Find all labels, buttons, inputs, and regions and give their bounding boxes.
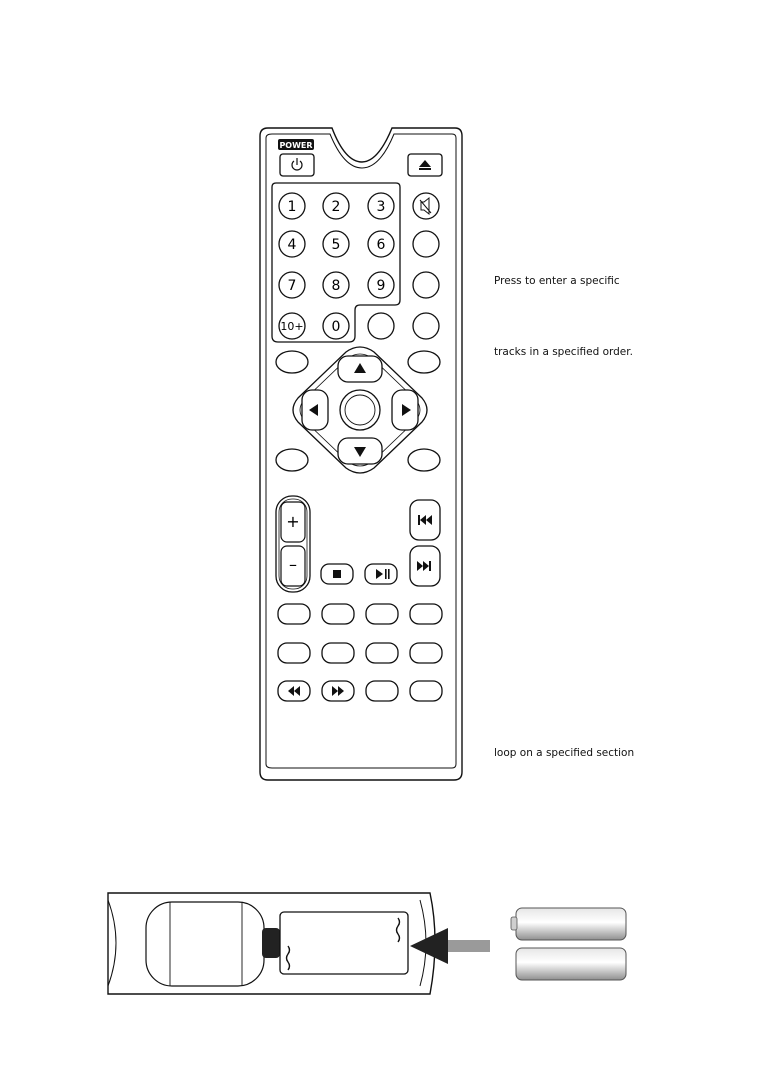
skip-previous-button[interactable]	[410, 500, 440, 540]
number-key-label: 3	[376, 199, 386, 215]
number-key-label: 6	[376, 237, 386, 253]
number-key-label: 2	[331, 199, 341, 215]
volume-up-label: +	[286, 512, 300, 531]
dpad-left-button[interactable]	[302, 390, 328, 430]
dpad-up-button[interactable]	[338, 356, 382, 382]
function-key[interactable]	[322, 643, 354, 663]
volume-rocker	[276, 496, 310, 592]
number-key-9[interactable]	[368, 272, 394, 298]
dpad-down-button[interactable]	[338, 438, 382, 464]
battery-slot	[280, 912, 408, 974]
round-key-mid[interactable]	[368, 313, 394, 339]
aaa-battery-bottom	[516, 948, 626, 980]
number-key-5[interactable]	[323, 231, 349, 257]
skip-next-button[interactable]	[410, 546, 440, 586]
function-key[interactable]	[410, 681, 442, 701]
function-key[interactable]	[322, 604, 354, 624]
number-key-0[interactable]	[323, 313, 349, 339]
number-key-2[interactable]	[323, 193, 349, 219]
eject-button[interactable]	[408, 154, 442, 176]
volume-down-button[interactable]	[281, 546, 305, 586]
number-key-label: 10+	[280, 320, 304, 333]
aaa-battery-top	[511, 908, 626, 940]
function-key[interactable]	[410, 604, 442, 624]
rewind-button[interactable]	[278, 681, 310, 701]
number-key-7[interactable]	[279, 272, 305, 298]
battery-contact-block	[262, 928, 280, 958]
note-loop-section: loop on a specified section	[494, 747, 635, 759]
dpad-ok-button[interactable]	[340, 390, 380, 430]
power-button[interactable]	[280, 154, 314, 176]
battery-cover	[146, 902, 264, 986]
power-label: POWER	[279, 141, 313, 150]
number-key-1[interactable]	[279, 193, 305, 219]
insert-arrow-shadow	[448, 940, 490, 952]
number-key-label: 7	[287, 278, 297, 294]
volume-down-label: –	[289, 555, 297, 574]
number-key-label: 8	[331, 278, 341, 294]
number-key-label: 5	[331, 237, 341, 253]
number-key-label: 9	[376, 278, 386, 294]
play-pause-button[interactable]	[365, 564, 397, 584]
mute-button[interactable]	[413, 193, 439, 219]
function-key[interactable]	[278, 643, 310, 663]
function-key[interactable]	[410, 643, 442, 663]
stop-icon	[333, 570, 341, 578]
number-key-label: 1	[287, 199, 297, 215]
note-tracks-order: tracks in a specified order.	[494, 346, 633, 358]
oval-key-bottom-right[interactable]	[408, 449, 440, 471]
number-key-4[interactable]	[279, 231, 305, 257]
function-key[interactable]	[366, 681, 398, 701]
fast-forward-button[interactable]	[322, 681, 354, 701]
oval-key-top-right[interactable]	[408, 351, 440, 373]
function-key[interactable]	[366, 604, 398, 624]
round-key-right-3[interactable]	[413, 272, 439, 298]
number-key-10-plus[interactable]	[279, 313, 305, 339]
round-key-right-4[interactable]	[413, 313, 439, 339]
round-key-right-2[interactable]	[413, 231, 439, 257]
number-key-6[interactable]	[368, 231, 394, 257]
oval-key-top-left[interactable]	[276, 351, 308, 373]
number-key-8[interactable]	[323, 272, 349, 298]
number-key-3[interactable]	[368, 193, 394, 219]
stop-button[interactable]	[321, 564, 353, 584]
number-key-label: 0	[331, 319, 341, 335]
dpad-right-button[interactable]	[392, 390, 418, 430]
number-key-label: 4	[287, 237, 297, 253]
note-enter-specific: Press to enter a specific	[494, 275, 620, 287]
battery-compartment-diagram	[108, 893, 490, 994]
oval-key-bottom-left[interactable]	[276, 449, 308, 471]
volume-up-button[interactable]	[281, 502, 305, 542]
function-key[interactable]	[366, 643, 398, 663]
function-key[interactable]	[278, 604, 310, 624]
